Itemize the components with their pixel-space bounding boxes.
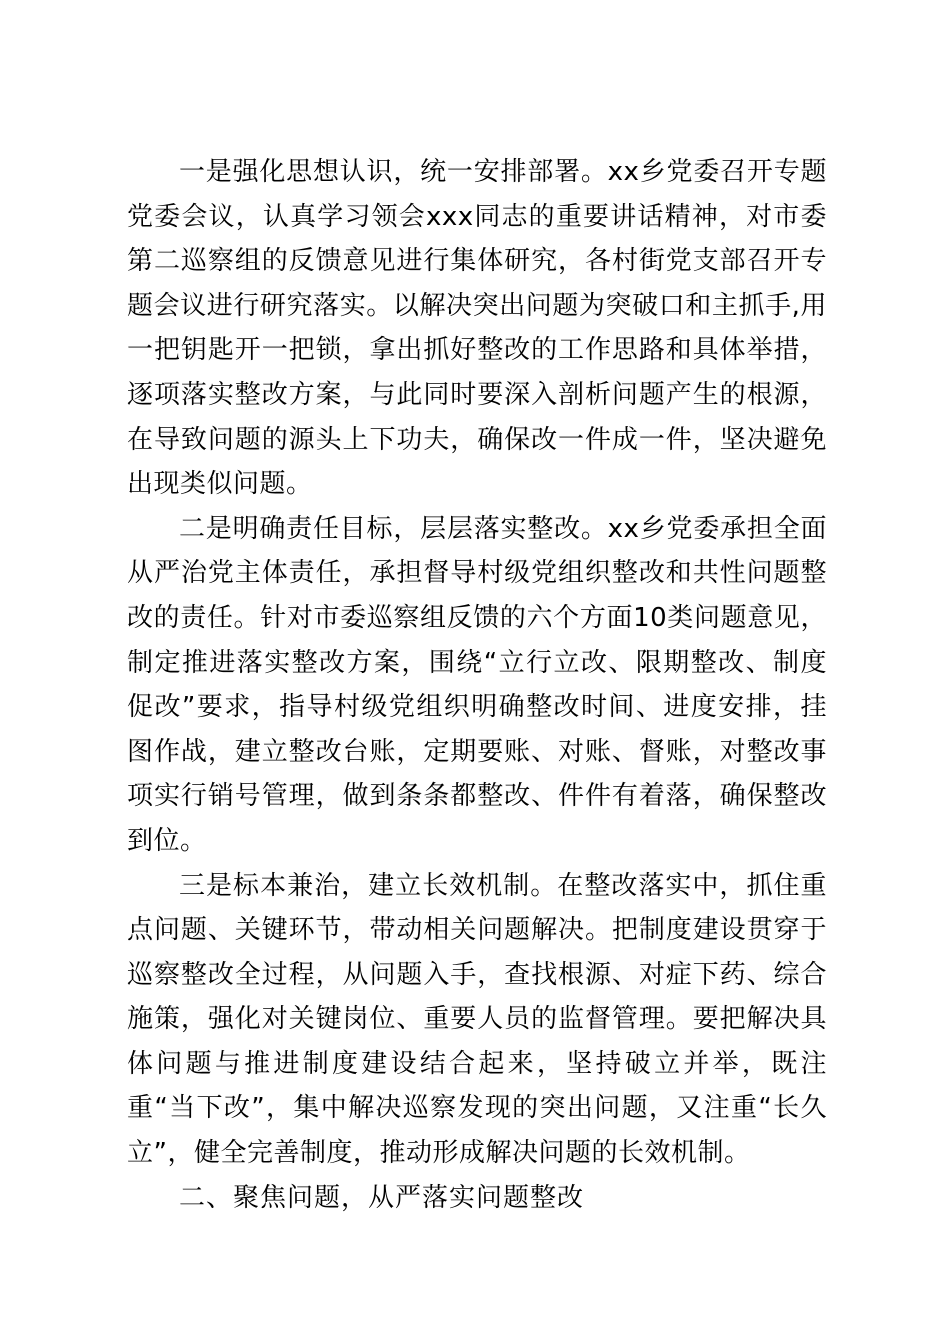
paragraph-clarify-responsibility: 二是明确责任目标，层层落实整改。xx乡党委承担全面从严治党主体责任，承担督导村级党组织整改和共性问题整改的责任。针对市委巡察组反馈的六个方面10类问题意见，制定推进落实整改方案，围绕“立行立改、限期整改、制度促改”要求，指导村级党组织明确整改时间、进度安排，挂图作战，建立整改台账，定期要账、对账、督账，对整改事项实行销号管理，做到条条都整改、件件有着落，确保整改到位。 bbox=[127, 513, 827, 856]
paragraph-long-term-mechanism: 三是标本兼治，建立长效机制。在整改落实中，抓住重点问题、关键环节，带动相关问题解决。把制度建设贯穿于巡察整改全过程，从问题入手，查找根源、对症下药、综合施策，强化对关键岗位、重要人员的监督管理。要把解决具体问题与推进制度建设结合起来，坚持破立并举，既注重“当下改”，集中解决巡察发现的突出问题，又注重“长久立”，健全完善制度，推动形成解决问题的长效机制。 bbox=[127, 870, 827, 1169]
document-body bbox=[127, 150, 827, 1220]
paragraph-strengthen-thinking: 一是强化思想认识，统一安排部署。xx乡党委召开专题党委会议，认真学习领会xxx同志的重要讲话精神，对市委第二巡察组的反馈意见进行集体研究，各村街党支部召开专题会议进行研究落实。以解决突出问题为突破口和主抓手,用一把钥匙开一把锁，拿出抓好整改的工作思路和具体举措，逐项落实整改方案，与此同时要深入剖析问题产生的根源，在导致问题的源头上下功夫，确保改一件成一件，坚决避免出现类似问题。 bbox=[127, 157, 827, 500]
section-heading: 二、聚焦问题，从严落实问题整改 bbox=[179, 1182, 585, 1213]
